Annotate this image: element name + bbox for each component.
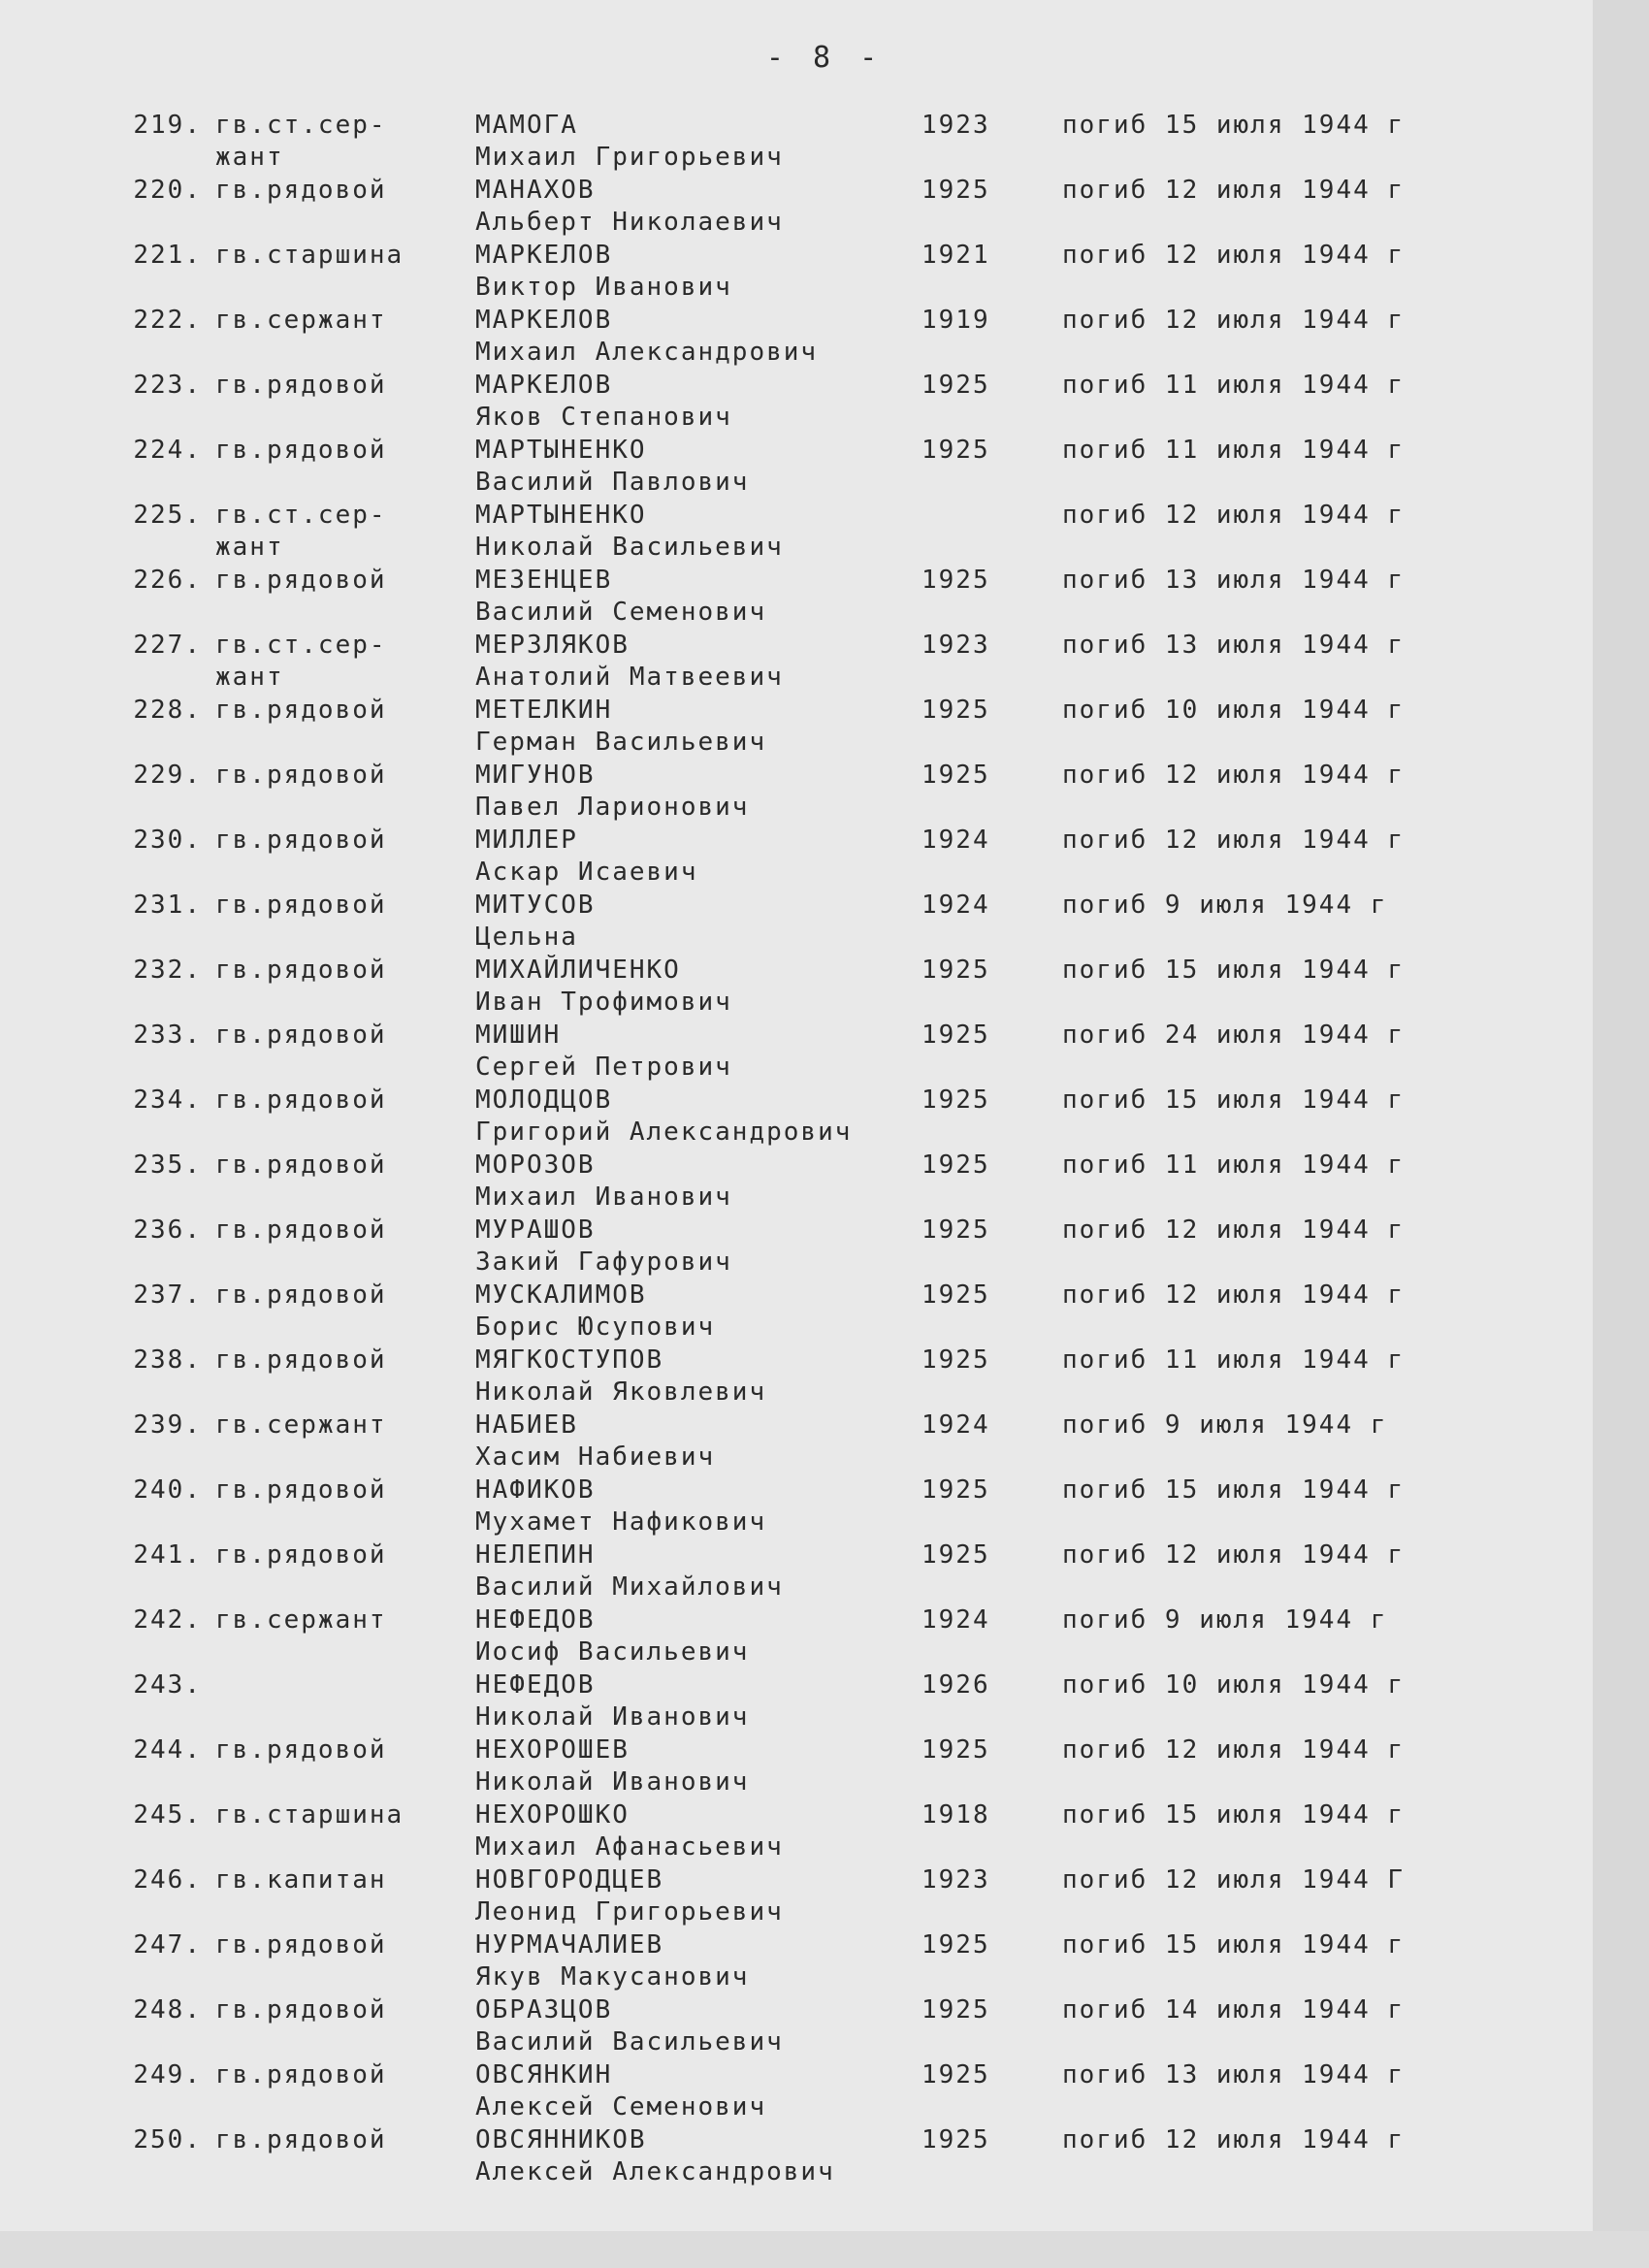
birth-year: 1924 [922,1605,990,1635]
entry-number: 223. [133,371,202,400]
surname: МЕТЕЛКИН [475,696,613,725]
given-names: Михаил Александрович [475,338,819,367]
list-item [0,1670,1649,1735]
entry-number: 226. [133,566,202,595]
list-item [0,1150,1649,1215]
given-names: Мухамет Нафикович [475,1507,767,1537]
surname: ОБРАЗЦОВ [475,1995,613,2025]
death-status: погиб 10 июля 1944 г [1062,1670,1406,1700]
birth-year: 1924 [922,891,990,920]
birth-year: 1923 [922,1865,990,1895]
surname: МОРОЗОВ [475,1150,596,1180]
rank: гв.сержант [215,1410,387,1440]
birth-year: 1925 [922,2060,990,2090]
entry-number: 221. [133,241,202,270]
rank: гв.рядовой [215,436,387,465]
birth-year: 1925 [922,1215,990,1245]
list-item [0,176,1649,241]
surname: МАМОГА [475,111,578,140]
birth-year: 1925 [922,436,990,465]
given-names: Борис Юсупович [475,1312,716,1342]
list-item [0,1345,1649,1410]
entry-number: 236. [133,1215,202,1245]
surname: НАФИКОВ [475,1475,596,1505]
death-status: погиб 10 июля 1944 г [1062,696,1406,725]
birth-year: 1923 [922,111,990,140]
rank: гв.рядовой [215,1345,387,1375]
entry-number: 232. [133,956,202,985]
death-status: погиб 12 июля 1944 г [1062,1735,1406,1765]
birth-year: 1925 [922,1280,990,1310]
entry-number: 239. [133,1410,202,1440]
list-item [0,306,1649,371]
surname: НЕФЕДОВ [475,1670,596,1700]
birth-year: 1921 [922,241,990,270]
birth-year: 1925 [922,1021,990,1050]
rank-continued: жант [215,143,284,172]
given-names: Цельна [475,923,578,952]
given-names: Якув Макусанович [475,1962,750,1992]
surname: МИГУНОВ [475,761,596,790]
rank: гв.сержант [215,306,387,335]
surname: НЕФЕДОВ [475,1605,596,1635]
entry-number: 247. [133,1930,202,1960]
death-status: погиб 12 июля 1944 г [1062,761,1406,790]
list-item [0,631,1649,696]
death-status: погиб 11 июля 1944 г [1062,1150,1406,1180]
rank: гв.рядовой [215,761,387,790]
entry-number: 237. [133,1280,202,1310]
death-status: погиб 12 июля 1944 г [1062,241,1406,270]
entry-number: 241. [133,1540,202,1570]
given-names: Николай Иванович [475,1767,750,1797]
given-names: Николай Иванович [475,1702,750,1732]
given-names: Герман Васильевич [475,728,767,757]
death-status: погиб 11 июля 1944 г [1062,436,1406,465]
death-status: погиб 15 июля 1944 г [1062,111,1406,140]
entry-number: 246. [133,1865,202,1895]
entry-number: 250. [133,2125,202,2155]
rank: гв.рядовой [215,1150,387,1180]
surname: МАРТЫНЕНКО [475,501,647,530]
given-names: Михаил Григорьевич [475,143,784,172]
list-item [0,2125,1649,2190]
rank: гв.рядовой [215,1735,387,1765]
death-status: погиб 15 июля 1944 г [1062,1085,1406,1115]
surname: НЕХОРОШЕВ [475,1735,630,1765]
rank: гв.рядовой [215,371,387,400]
birth-year: 1924 [922,1410,990,1440]
surname: МИШИН [475,1021,562,1050]
list-item [0,371,1649,436]
given-names: Закий Гафурович [475,1247,732,1277]
given-names: Яков Степанович [475,403,732,432]
list-item [0,1605,1649,1670]
entry-number: 234. [133,1085,202,1115]
list-item [0,696,1649,761]
death-status: погиб 12 июля 1944 г [1062,826,1406,855]
birth-year: 1925 [922,1995,990,2025]
given-names: Сергей Петрович [475,1053,732,1082]
surname: МАРТЫНЕНКО [475,436,647,465]
birth-year: 1924 [922,826,990,855]
given-names: Алексей Семенович [475,2092,767,2122]
birth-year: 1925 [922,176,990,205]
birth-year: 1925 [922,1475,990,1505]
given-names: Хасим Набиевич [475,1442,716,1472]
birth-year: 1923 [922,631,990,660]
death-status: погиб 14 июля 1944 г [1062,1995,1406,2025]
list-item [0,1410,1649,1475]
surname: НОВГОРОДЦЕВ [475,1865,664,1895]
rank: гв.рядовой [215,826,387,855]
list-item [0,501,1649,566]
list-item [0,1540,1649,1605]
birth-year: 1925 [922,1085,990,1115]
list-item [0,1021,1649,1085]
rank: гв.рядовой [215,2060,387,2090]
rank: гв.ст.сер- [215,501,387,530]
given-names: Николай Яковлевич [475,1377,767,1407]
entry-number: 245. [133,1800,202,1830]
death-status: погиб 12 июля 1944 г [1062,1540,1406,1570]
scan-edge [1593,0,1649,2268]
rank: гв.рядовой [215,1085,387,1115]
given-names: Алексей Александрович [475,2157,835,2187]
given-names: Николай Васильевич [475,533,784,562]
list-item [0,1475,1649,1540]
list-item [0,1995,1649,2060]
death-status: погиб 9 июля 1944 г [1062,1410,1388,1440]
entry-number: 224. [133,436,202,465]
surname: НУРМАЧАЛИЕВ [475,1930,664,1960]
death-status: погиб 15 июля 1944 г [1062,1930,1406,1960]
death-status: погиб 9 июля 1944 г [1062,891,1388,920]
given-names: Иван Трофимович [475,988,732,1017]
surname: МЕРЗЛЯКОВ [475,631,630,660]
rank: гв.рядовой [215,176,387,205]
rank: гв.рядовой [215,1995,387,2025]
surname: МИЛЛЕР [475,826,578,855]
entry-number: 238. [133,1345,202,1375]
list-item [0,436,1649,501]
death-status: погиб 13 июля 1944 г [1062,566,1406,595]
surname: МАРКЕЛОВ [475,371,613,400]
death-status: погиб 24 июля 1944 г [1062,1021,1406,1050]
surname: МАРКЕЛОВ [475,241,613,270]
list-item [0,241,1649,306]
entry-number: 230. [133,826,202,855]
given-names: Михаил Афанасьевич [475,1832,784,1862]
list-item [0,1930,1649,1995]
rank: гв.рядовой [215,1540,387,1570]
death-status: погиб 9 июля 1944 г [1062,1605,1388,1635]
entry-number: 233. [133,1021,202,1050]
death-status: погиб 13 июля 1944 г [1062,2060,1406,2090]
given-names: Анатолий Матвеевич [475,663,784,692]
surname: ОВСЯННИКОВ [475,2125,647,2155]
birth-year: 1919 [922,306,990,335]
given-names: Иосиф Васильевич [475,1637,750,1667]
entry-number: 248. [133,1995,202,2025]
death-status: погиб 15 июля 1944 г [1062,956,1406,985]
birth-year: 1925 [922,1345,990,1375]
list-item [0,1085,1649,1150]
entry-number: 242. [133,1605,202,1635]
rank: гв.ст.сер- [215,111,387,140]
given-names: Василий Семенович [475,598,767,627]
death-status: погиб 11 июля 1944 г [1062,371,1406,400]
list-item [0,1800,1649,1865]
surname: МУРАШОВ [475,1215,596,1245]
entry-number: 219. [133,111,202,140]
given-names: Леонид Григорьевич [475,1897,784,1927]
rank: гв.рядовой [215,696,387,725]
entry-number: 249. [133,2060,202,2090]
death-status: погиб 12 июля 1944 г [1062,501,1406,530]
rank-continued: жант [215,533,284,562]
surname: МЯГКОСТУПОВ [475,1345,664,1375]
entry-number: 225. [133,501,202,530]
rank: гв.капитан [215,1865,387,1895]
rank: гв.старшина [215,1800,404,1830]
entry-number: 244. [133,1735,202,1765]
rank: гв.рядовой [215,2125,387,2155]
rank: гв.рядовой [215,1475,387,1505]
surname: МИТУСОВ [475,891,596,920]
surname: НЕХОРОШКО [475,1800,630,1830]
entry-number: 240. [133,1475,202,1505]
page-number: - 8 - [765,41,884,75]
death-status: погиб 12 июля 1944 г [1062,2125,1406,2155]
list-item [0,1865,1649,1930]
rank: гв.рядовой [215,1280,387,1310]
scan-bottom-edge [0,2231,1649,2268]
given-names: Григорий Александрович [475,1118,853,1147]
birth-year: 1925 [922,2125,990,2155]
death-status: погиб 11 июля 1944 г [1062,1345,1406,1375]
list-item [0,956,1649,1021]
surname: ОВСЯНКИН [475,2060,613,2090]
birth-year: 1926 [922,1670,990,1700]
rank: гв.старшина [215,241,404,270]
entry-number: 243. [133,1670,202,1700]
entry-number: 228. [133,696,202,725]
death-status: погиб 15 июля 1944 г [1062,1475,1406,1505]
birth-year: 1918 [922,1800,990,1830]
rank: гв.рядовой [215,1215,387,1245]
entry-number: 222. [133,306,202,335]
birth-year: 1925 [922,1150,990,1180]
death-status: погиб 12 июля 1944 г [1062,306,1406,335]
rank: гв.рядовой [215,956,387,985]
birth-year: 1925 [922,1540,990,1570]
birth-year: 1925 [922,1735,990,1765]
list-item [0,566,1649,631]
list-item [0,761,1649,826]
given-names: Виктор Иванович [475,273,732,302]
surname: МУСКАЛИМОВ [475,1280,647,1310]
entry-number: 231. [133,891,202,920]
list-item [0,2060,1649,2125]
death-status: погиб 12 июля 1944 г [1062,1215,1406,1245]
surname: МОЛОДЦОВ [475,1085,613,1115]
rank: гв.рядовой [215,891,387,920]
death-status: погиб 13 июля 1944 г [1062,631,1406,660]
birth-year: 1925 [922,371,990,400]
surname: МАРКЕЛОВ [475,306,613,335]
rank: гв.рядовой [215,1930,387,1960]
surname: МИХАЙЛИЧЕНКО [475,956,681,985]
list-item [0,1735,1649,1800]
surname: МАНАХОВ [475,176,596,205]
entry-number: 220. [133,176,202,205]
death-status: погиб 15 июля 1944 г [1062,1800,1406,1830]
rank: гв.рядовой [215,566,387,595]
death-status: погиб 12 июля 1944 Г [1062,1865,1406,1895]
given-names: Василий Павлович [475,468,750,497]
rank: гв.ст.сер- [215,631,387,660]
birth-year: 1925 [922,696,990,725]
entry-number: 229. [133,761,202,790]
given-names: Альберт Николаевич [475,208,784,237]
birth-year: 1925 [922,1930,990,1960]
given-names: Аскар Исаевич [475,858,698,887]
given-names: Павел Ларионович [475,793,750,822]
rank: гв.рядовой [215,1021,387,1050]
surname: НАБИЕВ [475,1410,578,1440]
death-status: погиб 12 июля 1944 г [1062,1280,1406,1310]
birth-year: 1925 [922,761,990,790]
list-item [0,1215,1649,1280]
death-status: погиб 12 июля 1944 г [1062,176,1406,205]
rank: гв.сержант [215,1605,387,1635]
given-names: Василий Васильевич [475,2027,784,2057]
list-item [0,891,1649,956]
casualty-list [0,111,1649,2190]
entry-number: 235. [133,1150,202,1180]
list-item [0,111,1649,176]
surname: МЕЗЕНЦЕВ [475,566,613,595]
list-item [0,826,1649,891]
surname: НЕЛЕПИН [475,1540,596,1570]
list-item [0,1280,1649,1345]
given-names: Михаил Иванович [475,1183,732,1212]
rank-continued: жант [215,663,284,692]
entry-number: 227. [133,631,202,660]
given-names: Василий Михайлович [475,1572,784,1602]
birth-year: 1925 [922,956,990,985]
birth-year: 1925 [922,566,990,595]
